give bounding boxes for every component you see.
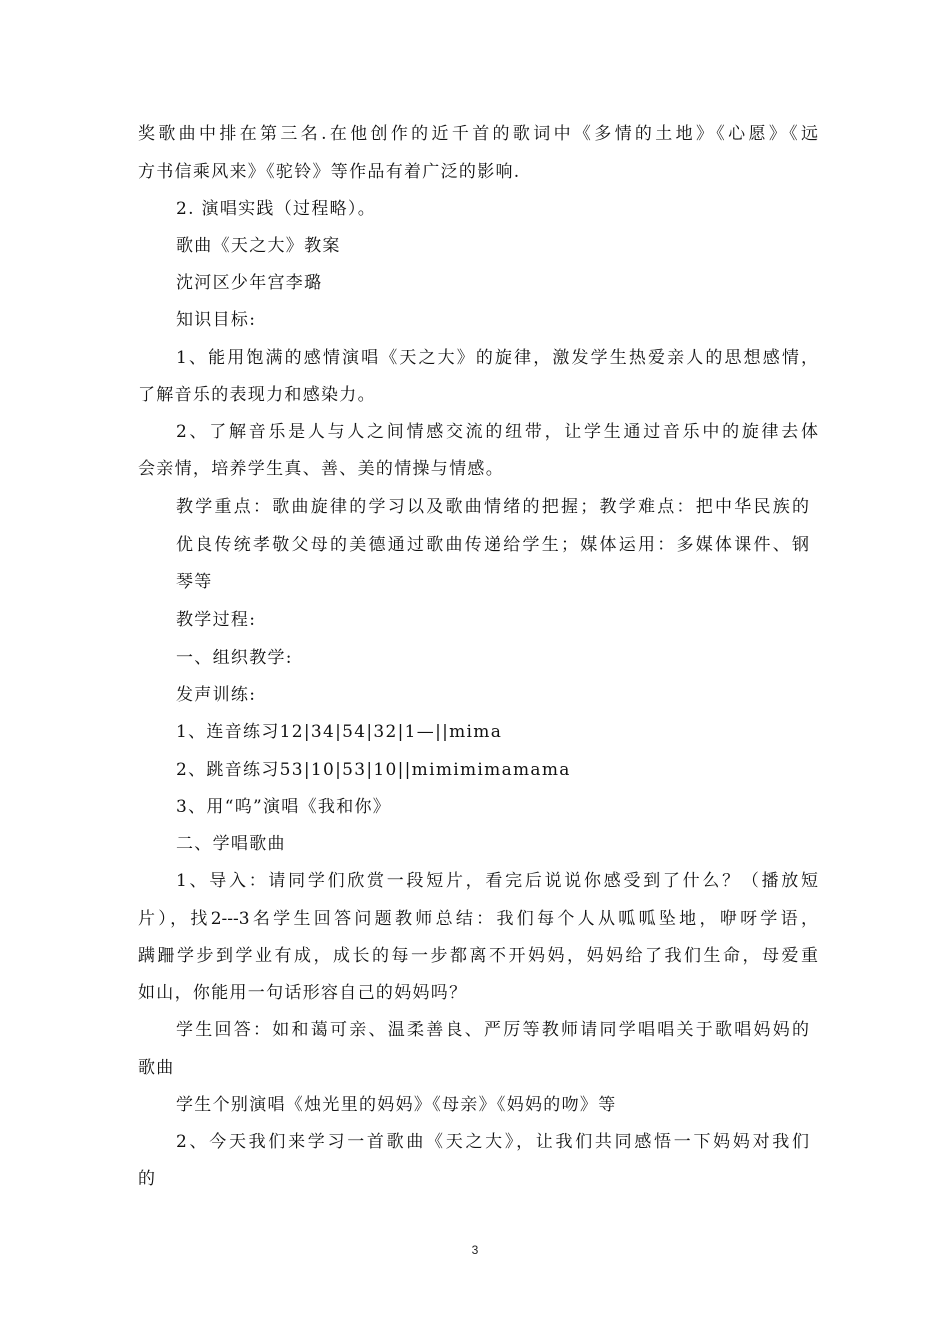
text-line: 1、导入：请同学们欣赏一段短片，看完后说说你感受到了什么？（播放短 [176,871,818,891]
text-line: 沈河区少年宫李璐 [176,273,323,293]
text-line: 歌曲《天之大》教案 [176,236,341,256]
text-line: 2、今天我们来学习一首歌曲《天之大》，让我们共同感悟一下妈妈对我们 [176,1132,809,1152]
text-line: 琴等 [176,572,213,592]
page-number: 3 [471,1243,479,1257]
text-line: 优良传统孝敬父母的美德通过歌曲传递给学生；媒体运用：多媒体课件、钢 [176,535,809,555]
text-line: 如山，你能用一句话形容自己的妈妈吗？ [138,983,468,1003]
text-line: 2. 演唱实践（过程略）。 [176,199,377,219]
text-line: 教学过程: [176,610,257,630]
text-line: 1、能用饱满的感情演唱《天之大》的旋律，激发学生热爱亲人的思想感情， [176,348,818,368]
text-line: 蹒跚学步到学业有成，成长的每一步都离不开妈妈，妈妈给了我们生命，母爱重 [138,946,818,966]
text-line: 2、了解音乐是人与人之间情感交流的纽带，让学生通过音乐中的旋律去体 [176,422,818,442]
text-line: 学生个别演唱《烛光里的妈妈》《母亲》《妈妈的吻》等 [176,1095,617,1115]
text-line: 2、跳音练习53|10|53|10||mimimimamama [176,760,571,780]
text-line: 教学重点：歌曲旋律的学习以及歌曲情绪的把握；教学难点：把中华民族的 [176,497,809,517]
text-line: 二、学唱歌曲 [176,834,286,854]
text-line: 一、组织教学: [176,648,293,668]
text-line: 知识目标: [176,310,257,330]
text-line: 会亲情，培养学生真、善、美的情操与情感。 [138,459,504,479]
text-line: 歌曲 [138,1058,175,1078]
text-line: 片），找2---3名学生回答问题教师总结：我们每个人从呱呱坠地，咿呀学语， [138,909,818,929]
text-line: 3、用“呜”演唱《我和你》 [176,797,392,817]
text-line: 奖歌曲中排在第三名.在他创作的近千首的歌词中《多情的土地》《心愿》《远 [138,124,818,144]
text-line: 学生回答：如和蔼可亲、温柔善良、严厉等教师请同学唱唱关于歌唱妈妈的 [176,1020,809,1040]
text-line: 1、连音练习12|34|54|32|1—||mima [176,722,503,742]
text-line: 了解音乐的表现力和感染力。 [138,385,376,405]
text-line: 方书信乘风来》《驼铃》等作品有着广泛的影响. [138,162,521,182]
text-line: 发声训练: [176,685,257,705]
text-line: 的 [138,1169,157,1189]
